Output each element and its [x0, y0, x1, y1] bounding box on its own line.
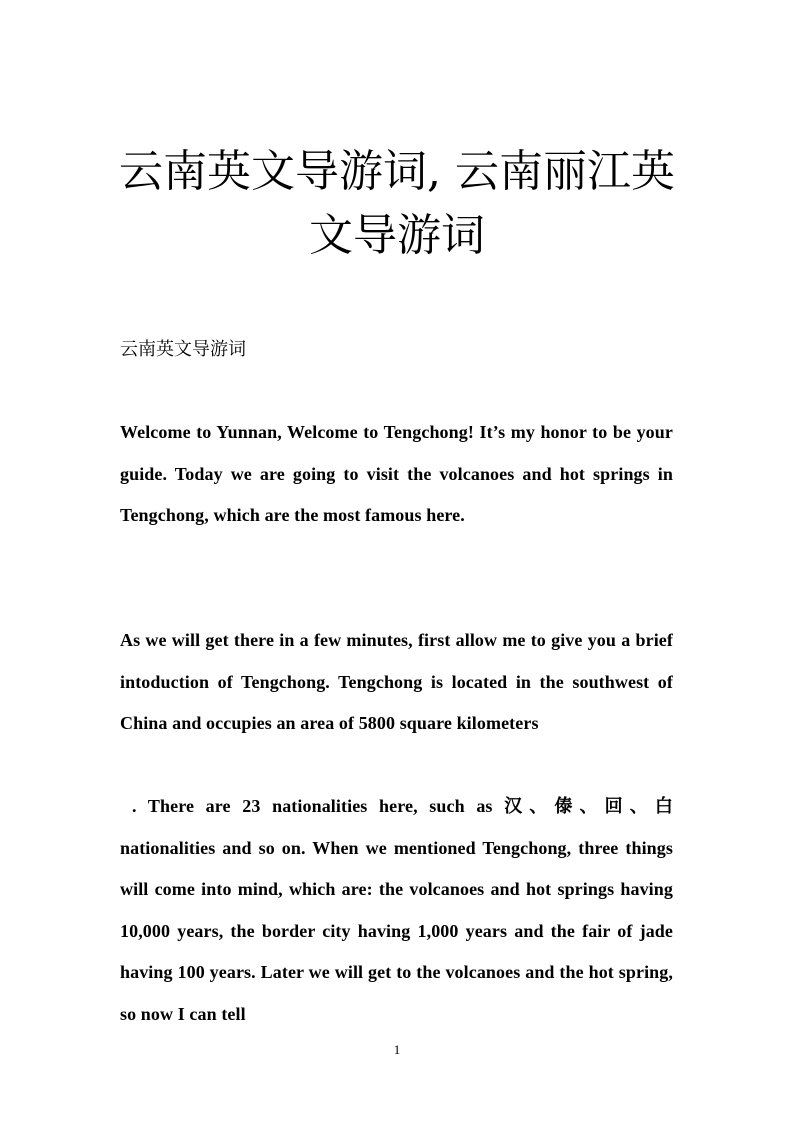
page-number: 1 [393, 1042, 401, 1057]
paragraph-welcome: Welcome to Yunnan, Welcome to Tengchong! It’s my honor to be your guide. Today we are going to visit the volcanoes and hot springs in Tengchong, which are the most famous here. [120, 422, 673, 525]
document-title: 云南英文导游词, 云南丽江英文导游词 [119, 146, 675, 261]
paragraph-introduction: As we will get there in a few minutes, first allow me to give you a brief intoduction of Tengchong. Tengchong is located in the southwest of China and occupies an area of 5800 square kilometers [120, 630, 673, 733]
paragraph-nationalities: . There are 23 nationalities here, such as 汉、傣、回、白 nationalities and so on. When we mentioned Tengchong, three things will come into mind, which are: the volcanoes and hot springs having 10,000 years, the border city having 1,000 years and the fair of jade having 100 years. Later we will get to the volcanoes and the hot spring, so now I can tell [120, 796, 673, 1024]
section-heading: 云南英文导游词 [120, 339, 246, 360]
